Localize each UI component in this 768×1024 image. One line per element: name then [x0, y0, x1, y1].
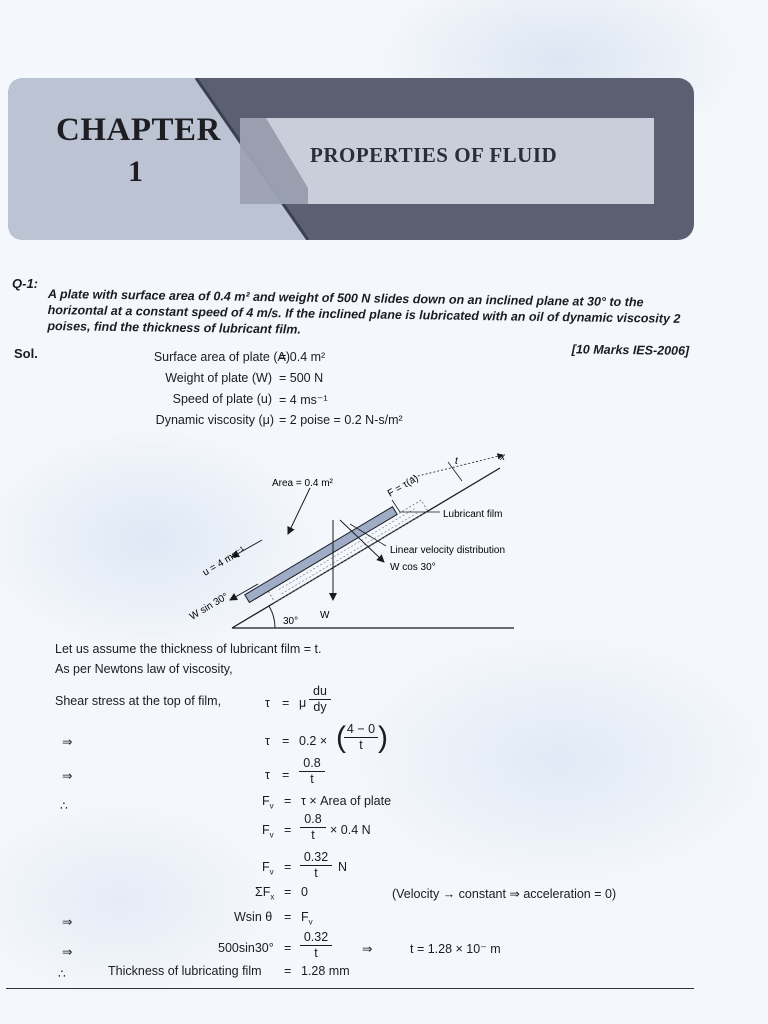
eq2-coef: 0.2 ×: [299, 734, 328, 748]
given-area-value: = 0.4 m²: [279, 350, 326, 364]
wcos-label: W cos 30°: [390, 562, 436, 573]
final-value: 1.28 mm: [301, 964, 350, 978]
question-marks: [10 Marks IES-2006]: [571, 342, 690, 358]
eq7-note: (Velocity → constant ⇒ acceleration = 0): [392, 887, 617, 901]
w-label: W: [320, 610, 330, 621]
eq2-paren-left: (: [336, 721, 346, 754]
given-weight: [0, 371, 272, 391]
eq5-den: t: [311, 828, 315, 842]
eq6-f: F: [262, 860, 270, 874]
eq6-fraction: [300, 850, 332, 881]
given-speed-value: = 4 ms⁻¹: [279, 393, 328, 407]
eq6-fv: [262, 860, 274, 877]
given-speed: [0, 392, 272, 412]
area-pointer: [288, 488, 310, 534]
eq4-rhs: τ × Area of plate: [301, 794, 392, 808]
given-weight-value: = 500 N: [279, 371, 324, 385]
force-label: F = τ(a): [385, 472, 421, 500]
eq1-equals: =: [282, 696, 290, 710]
eq7-x: x: [270, 892, 275, 902]
eq5-v: v: [269, 830, 274, 840]
question-label: Q-1:: [12, 276, 38, 291]
eq9-fraction: [300, 930, 332, 961]
chapter-title: PROPERTIES OF FLUID: [310, 143, 558, 167]
eq5-equals: =: [284, 823, 292, 837]
eq6-den: t: [314, 866, 318, 880]
eq4-equals: =: [284, 794, 292, 808]
eq5-num: 0.8: [300, 812, 326, 828]
eq9-lhs: 500sin30°: [218, 941, 274, 955]
final-label: Thickness of lubricating film: [108, 964, 262, 978]
velocity-label: Linear velocity distribution: [390, 545, 506, 556]
arrow-3: ⇒: [62, 915, 73, 929]
eq5-fraction: [300, 812, 326, 843]
eq6-v: v: [269, 867, 274, 877]
u-label: u = 4 ms⁻¹: [200, 544, 248, 579]
solution-label: Sol.: [14, 346, 38, 361]
eq2-den: t: [359, 738, 363, 752]
arrow-4: ⇒: [62, 945, 73, 959]
eq6-num: 0.32: [300, 850, 332, 866]
eq3-equals: =: [282, 768, 290, 782]
eq9-result: t = 1.28 × 10⁻ m: [410, 942, 501, 956]
eq4-v: v: [269, 801, 274, 811]
eq8-wsin: Wsin θ: [234, 910, 273, 924]
angle-label: 30°: [283, 616, 299, 627]
eq5-rhs: × 0.4 N: [330, 823, 371, 837]
eq9-den: t: [314, 946, 318, 960]
therefore-2: ∴: [58, 967, 66, 981]
eq5-fv: [262, 823, 274, 840]
eq2-num: 4 − 0: [344, 722, 378, 738]
given-weight-label: Weight of plate (W): [165, 371, 272, 385]
film-label: Lubricant film: [443, 509, 503, 520]
eq8-equals: =: [284, 910, 292, 924]
eq1-fraction: [309, 684, 331, 715]
eq2-tau: τ: [265, 734, 270, 748]
eq1-tau: τ: [265, 696, 270, 710]
eq7-zero: 0: [301, 885, 308, 899]
eq9-arrow: ⇒: [362, 942, 373, 956]
eq3-tau: τ: [265, 768, 270, 782]
eq2-fraction: [344, 722, 378, 753]
t-label: t: [455, 456, 458, 467]
eq8-fv: [301, 910, 313, 927]
question-body: A plate with surface area of 0.4 m² and weight of 500 N slides down on an inclined plane at 30° to the horizontal at a constant speed of 4 m/s. If the inclined plane is lubricated with an oil of dynamic viscosity 2 poises, find the thickness of lubricant film.: [47, 286, 681, 337]
eq4-fv: [262, 794, 274, 811]
given-area-label: Surface area of plate (A): [153, 350, 290, 364]
eq7-equals: =: [284, 885, 292, 899]
inclined-plane-diagram: [0, 430, 768, 640]
given-viscosity-label: Dynamic viscosity (μ): [155, 413, 274, 427]
eq5-f: F: [262, 823, 270, 837]
area-label: Area = 0.4 m²: [272, 478, 333, 489]
eq7-sumfx: [255, 885, 274, 902]
therefore-1: ∴: [60, 799, 68, 813]
eq1-du: du: [309, 684, 331, 700]
eq8-v: v: [308, 917, 313, 927]
eq7-sigma: ΣF: [255, 885, 271, 899]
plate: [245, 507, 397, 603]
eq1-dy: dy: [313, 700, 327, 714]
assume-text: Let us assume the thickness of lubricant film = t.: [55, 642, 322, 656]
given-viscosity-value: = 2 poise = 0.2 N-s/m²: [279, 413, 403, 427]
given-area: [0, 350, 290, 370]
arrow-1: ⇒: [62, 735, 73, 749]
eq3-den: t: [310, 772, 314, 786]
chapter-number: 1: [128, 155, 143, 188]
eq4-f: F: [262, 794, 270, 808]
eq2-equals: =: [282, 734, 290, 748]
eq9-equals: =: [284, 941, 292, 955]
eq6-equals: =: [284, 860, 292, 874]
shear-label: Shear stress at the top of film,: [55, 694, 222, 708]
given-speed-label: Speed of plate (u): [172, 392, 272, 406]
final-equals: =: [284, 964, 292, 978]
eq9-num: 0.32: [300, 930, 332, 946]
eq3-fraction: [299, 756, 325, 787]
chapter-word: CHAPTER: [56, 112, 221, 148]
eq8-f: F: [301, 910, 309, 924]
newton-text: As per Newtons law of viscosity,: [55, 662, 233, 676]
eq1-mu: μ: [299, 696, 307, 710]
question-text: [47, 286, 696, 359]
wsin-label: W sin 30°: [187, 591, 231, 623]
eq3-num: 0.8: [299, 756, 325, 772]
bottom-rule: [6, 988, 694, 989]
eq6-unit: N: [338, 860, 348, 874]
x-label: x: [500, 452, 505, 463]
arrow-2: ⇒: [62, 769, 73, 783]
eq2-paren-right: ): [378, 721, 388, 754]
